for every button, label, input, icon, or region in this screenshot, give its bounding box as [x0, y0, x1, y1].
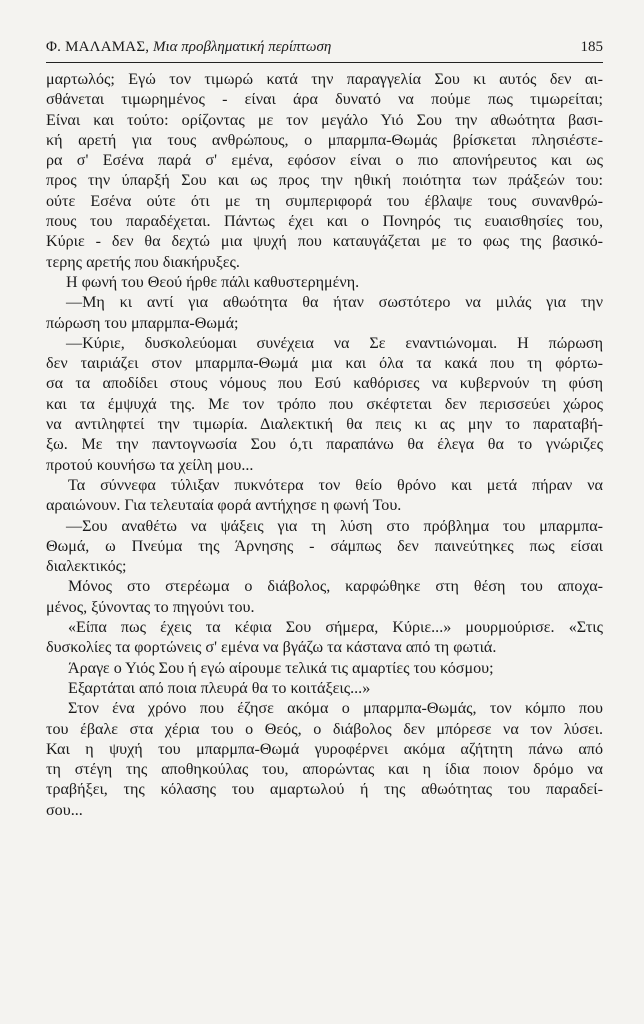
text-line: —Κύριε, δυσκολεύομαι συνέχεια να Σε εναντιώνομαι. Η πώρωση — [66, 334, 603, 352]
text-line: Μόνος στο στερέωμα ο διάβολος, καρφώθηκε στη θέση του αποχα- — [68, 578, 603, 596]
header-author: Φ. ΜΑΛΑΜΑΣ, — [46, 39, 150, 55]
text-line: πώρωση του μπαρμπα-Θωμά; — [46, 314, 239, 332]
text-line: —Σου αναθέτω να ψάξεις για τη λύση στο πρόβλημα του μπαρμπα- — [66, 517, 603, 535]
text-line: Είναι και τούτο: ορίζοντας με τον μεγάλο Υιό Σου την αθωότητα βασι- — [46, 111, 603, 129]
text-line: και τα έμψυχά της. Με τον τρόπο που σκέφτεται δεν περισσεύει χώρος — [46, 395, 603, 413]
text-line: σου... — [46, 801, 83, 819]
text-line: δεν ταιριάζει στον μπαρμπα-Θωμά μια και όλα τα κακά που τη φόρτω- — [46, 355, 603, 373]
text-line: Τα σύννεφα τύλιξαν πυκνότερα τον θείο θρόνο και μετά πήραν να — [68, 476, 603, 494]
text-line: τραβήξει, της κόλασης του αμαρτωλού ή της αθωότητας του παραδεί- — [46, 781, 603, 799]
text-line: Και η ψυχή του μπαρμπα-Θωμά γυροφέρνει ακόμα αζήτητη πάνω από — [46, 740, 603, 758]
text-line: —Μη κι αντί για αθωότητα θα ήταν σωστότερο να μιλάς για την — [66, 294, 603, 312]
text-line: σθάνεται τιμωρημένος - είναι άρα δυνατό να πούμε πως τιμωρείται; — [46, 91, 603, 109]
text-line: Θωμά, ω Πνεύμα της Άρνησης - σάμπως δεν παινεύτηκες πως είσαι — [46, 537, 603, 555]
text-line: δυσκολίες τα φορτώνεις σ' εμένα να βγάζω τα κάστανα από τη φωτιά. — [46, 639, 497, 657]
text-line: Εξαρτάται από ποια πλευρά θα το κοιτάξεις...» — [68, 679, 371, 697]
text-line: ξω. Με την παντογνωσία Σου ό,τι παραπάνω θα έλεγα θα το γνώριζες — [46, 436, 603, 454]
text-line: Κύριε - δεν θα δεχτώ μια ψυχή που καταυγάζεται με το φως της βασικό- — [46, 233, 603, 251]
text-line: τερης αρετής που διακήρυξες. — [46, 253, 240, 271]
header-title: Μια προβληματική περίπτωση — [152, 39, 332, 55]
text-line: Άραγε ο Υιός Σου ή εγώ αίρουμε τελικά τις αμαρτίες του κόσμου; — [68, 659, 494, 677]
text-line: να αντιληφτεί την τιμωρία. Διαλεκτική θα πεις κι ας μην το παραταβή- — [46, 416, 603, 434]
text-line: Στον ένα χρόνο που έζησε ακόμα ο μπαρμπα-Θωμάς, τον κόμπο που — [68, 700, 603, 718]
header-rule — [46, 62, 603, 63]
text-line: αραιώνουν. Για τελευταία φορά αντήχησε η φωνή Του. — [46, 497, 402, 515]
text-line: του έβαλε στα χέρια του ο Θεός, ο διάβολος δεν μπόρεσε να τον λύσει. — [46, 720, 603, 738]
text-line: μένος, ξύνοντας το πηγούνι του. — [46, 598, 255, 616]
text-line: «Είπα πως έχεις τα κέφια Σου σήμερα, Κύριε...» μουρμούρισε. «Στις — [68, 619, 603, 637]
text-line: σα τα αποδίδει στους νόμους που Εσύ καθόρισες να κυβερνούν τη φύση — [46, 375, 603, 393]
text-line: διαλεκτικός; — [46, 558, 127, 576]
text-line: κή αρετή για τους ανθρώπους, ο μπαρμπα-Θωμάς βρίσκεται πλησιέστε- — [46, 131, 603, 149]
text-line: ρα σ' Εσένα παρά σ' εμένα, εφόσον είναι ο πιο απονήρευτος και ως — [46, 152, 603, 170]
text-line: τη στέγη της αποθηκούλας του, απορώντας και η ίδια ποιον δρόμο να — [46, 761, 603, 779]
text-line: πους του παραδέχεται. Πάντως έχει και ο Πονηρός τις ευαισθησίες του, — [46, 213, 603, 231]
text-line: προτού κουνήσω τα χείλη μου... — [46, 456, 254, 474]
text-line: μαρτωλός; Εγώ τον τιμωρώ κατά την παραγγελία Σου κι αυτός δεν αι- — [46, 71, 603, 88]
page-number: 185 — [580, 39, 603, 55]
running-header — [46, 36, 603, 58]
text-line: Η φωνή του Θεού ήρθε πάλι καθυστερημένη. — [66, 273, 360, 291]
text-line: προς την ύπαρξή Σου και ως προς την ηθική ποιότητα των πράξεών του: — [46, 172, 603, 190]
text-line: ούτε Εσένα ούτε ότι με τη συμπεριφορά του έβλαψε τους συνανθρώ- — [46, 192, 603, 210]
body-text — [46, 70, 603, 821]
